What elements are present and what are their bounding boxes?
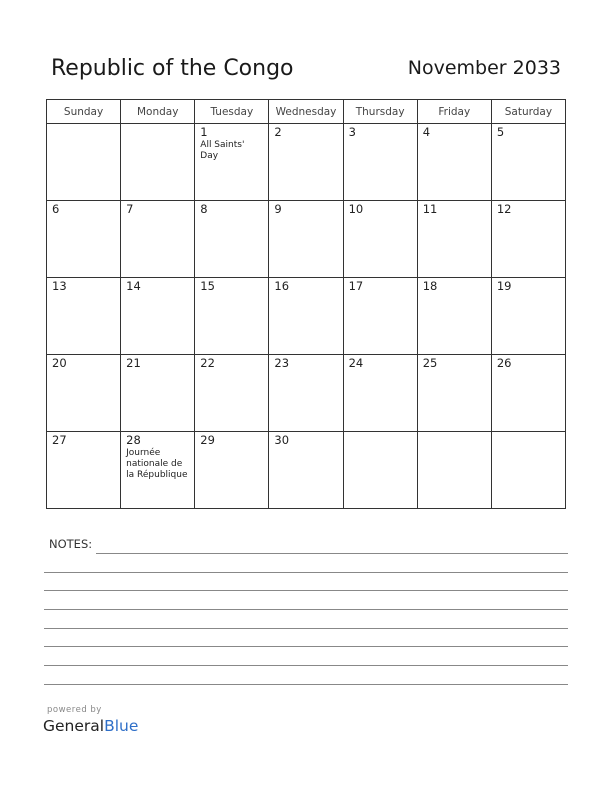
month-title: November 2033 [407,57,561,79]
holiday-label: All Saints' Day [200,140,245,161]
day-cell [269,355,343,432]
weekday-tuesday: Tuesday [195,100,269,124]
day-cell [269,432,343,509]
day-cell [47,201,121,278]
weekday-monday: Monday [121,100,195,124]
day-number: 12 [496,202,512,216]
day-number: 19 [496,279,512,293]
day-number [344,432,417,434]
week-row [47,278,566,355]
day-number: 1 [200,125,208,139]
note-line [44,590,568,591]
day-cell [491,355,565,432]
day-number: 3 [348,125,356,139]
note-line [44,628,568,629]
week-row [47,201,566,278]
note-line [44,609,568,610]
day-cell [47,278,121,355]
day-cell [195,432,269,509]
day-cell [121,201,195,278]
day-number: 30 [274,433,290,447]
day-number: 21 [126,356,141,370]
weekday-wednesday: Wednesday [269,100,343,124]
day-number: 11 [422,202,438,216]
day-cell [491,124,565,201]
day-number: 26 [496,356,512,370]
day-cell [47,124,121,201]
day-cell [343,124,417,201]
week-row [47,432,566,509]
day-number: 23 [274,356,290,370]
day-number: 13 [52,279,67,293]
day-cell [195,201,269,278]
day-cell [343,201,417,278]
weekday-sunday: Sunday [47,100,121,124]
day-cell [47,432,121,509]
day-cell [195,355,269,432]
calendar-grid [46,99,566,509]
day-cell [121,124,195,201]
day-cell [491,278,565,355]
day-cell [417,432,491,509]
day-cell [121,278,195,355]
note-line [44,684,568,685]
day-number: 28 [126,433,141,447]
week-row [47,124,566,201]
day-number: 5 [496,125,505,139]
weekday-saturday: Saturday [491,100,565,124]
day-cell [121,432,195,509]
day-cell [417,201,491,278]
powered-by-text: powered by [47,705,102,715]
notes-label: NOTES: [49,537,93,551]
day-cell [417,124,491,201]
weekday-thursday: Thursday [343,100,417,124]
day-cell [47,355,121,432]
weekday-header-row [47,100,566,124]
day-number: 2 [274,125,282,139]
day-number: 22 [200,356,215,370]
day-number: 16 [274,279,290,293]
day-number: 8 [200,202,208,216]
note-line [44,665,568,666]
day-cell [343,278,417,355]
day-number: 9 [274,202,282,216]
day-number [121,124,194,126]
day-number: 25 [422,356,438,370]
weekday-friday: Friday [417,100,491,124]
day-cell [121,355,195,432]
day-number: 29 [200,433,215,447]
day-cell [195,278,269,355]
day-number [492,432,565,434]
day-cell [269,278,343,355]
day-number: 10 [348,202,364,216]
day-number: 17 [348,279,364,293]
day-cell [195,124,269,201]
holiday-label: Journée nationale de la République [126,448,188,480]
week-row [47,355,566,432]
day-cell [269,124,343,201]
note-line [44,572,568,573]
day-number: 24 [348,356,364,370]
brand-general: General [43,717,105,735]
day-number: 7 [126,202,134,216]
day-number: 4 [422,125,431,139]
day-number [47,124,120,126]
note-line [96,553,568,554]
day-number [418,432,491,434]
day-number: 18 [422,279,438,293]
day-cell [269,201,343,278]
day-cell [417,355,491,432]
day-cell [491,432,565,509]
note-line [44,646,568,647]
day-number: 6 [52,202,60,216]
day-cell [491,201,565,278]
day-cell [417,278,491,355]
generalblue-logo [43,717,138,735]
country-title: Republic of the Congo [51,56,294,81]
day-number: 14 [126,279,141,293]
day-cell [343,355,417,432]
day-number: 27 [52,433,67,447]
day-number: 20 [52,356,67,370]
brand-blue: Blue [104,717,139,735]
day-number: 15 [200,279,215,293]
day-cell [343,432,417,509]
